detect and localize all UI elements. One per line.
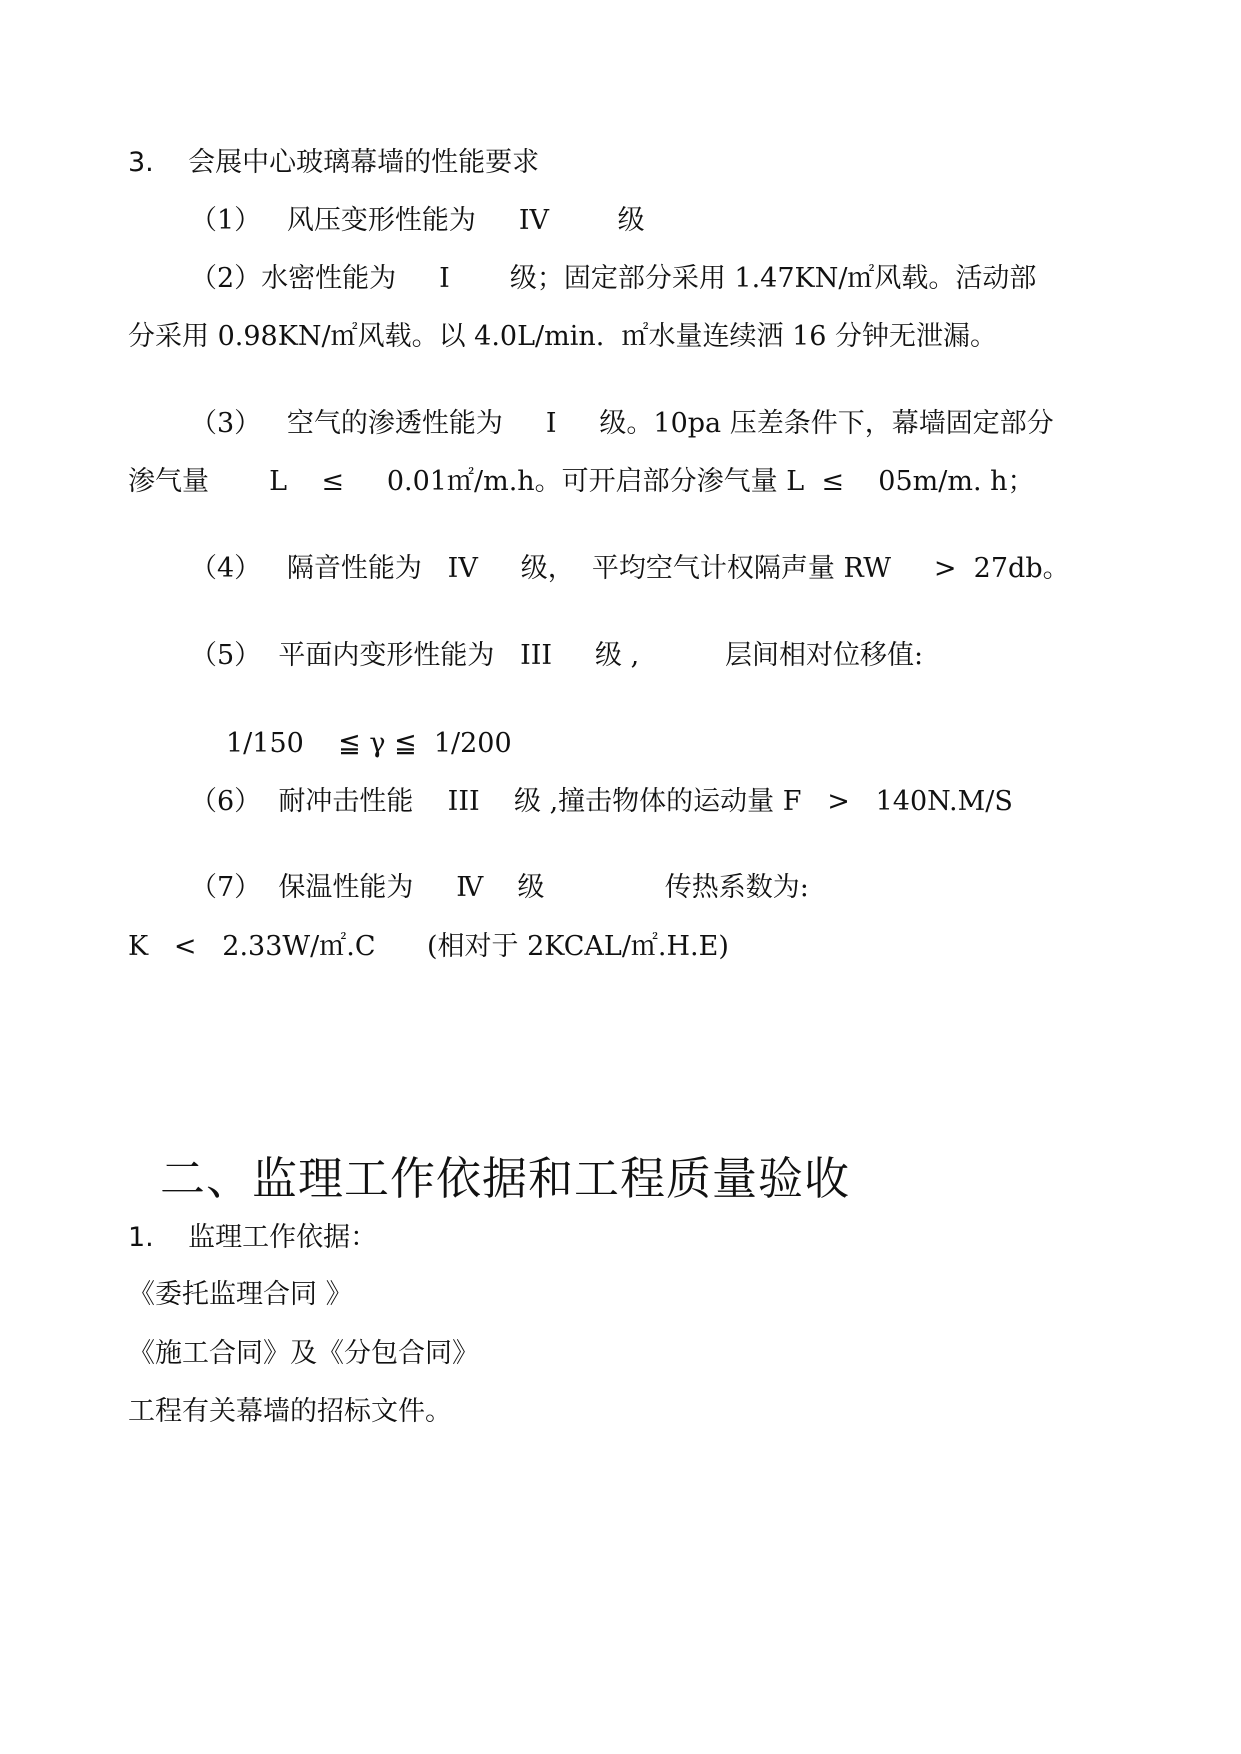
basis-item-entrusted-contract: 《委托监理合同 》 [128,1279,353,1310]
requirement-3-air-permeability: （3） 空气的渗透性能为 I 级。10pa 压差条件下，幕墙固定部分 [190,408,1054,439]
requirement-1-wind-pressure: （1） 风压变形性能为 IV 级 [190,205,645,236]
requirement-6-impact-resistance: （6） 耐冲击性能 III 级 ,撞击物体的运动量 F > 140N.M/S [190,786,1013,817]
requirement-2-water-tightness-cont: 分采用 0.98KN/㎡风载。以 4.0L/min. ㎡水量连续洒 16 分钟无泄漏。 [128,321,998,352]
requirement-2-water-tightness: （2）水密性能为 I 级；固定部分采用 1.47KN/㎡风载。活动部 [190,263,1037,294]
subsection-1-heading: 1. 监理工作依据： [128,1222,378,1253]
section-3-heading: 3. 会展中心玻璃幕墙的性能要求 [128,147,540,178]
basis-item-tender-documents: 工程有关幕墙的招标文件。 [128,1396,452,1427]
requirement-4-sound-insulation: （4） 隔音性能为 IV 级， 平均空气计权隔声量 RW > 27db。 [190,553,1070,584]
basis-item-construction-contract: 《施工合同》及《分包合同》 [128,1338,479,1369]
requirement-5-displacement-range: 1/150 ≦ γ ≦ 1/200 [226,728,512,759]
chapter-2-title: 二、监理工作依据和工程质量验收 [160,1152,851,1205]
requirement-7-heat-transfer-coefficient: K < 2.33W/㎡.C (相对于 2KCAL/㎡.H.E) [128,931,729,962]
requirement-7-thermal-insulation: （7） 保温性能为 Ⅳ 级 传热系数为: [190,872,809,903]
requirement-5-in-plane-deformation: （5） 平面内变形性能为 III 级 , 层间相对位移值: [190,640,924,671]
requirement-3-air-permeability-cont: 渗气量 L ≤ 0.01㎡/m.h。可开启部分渗气量 L ≤ 05m/m. h； [128,466,1035,497]
